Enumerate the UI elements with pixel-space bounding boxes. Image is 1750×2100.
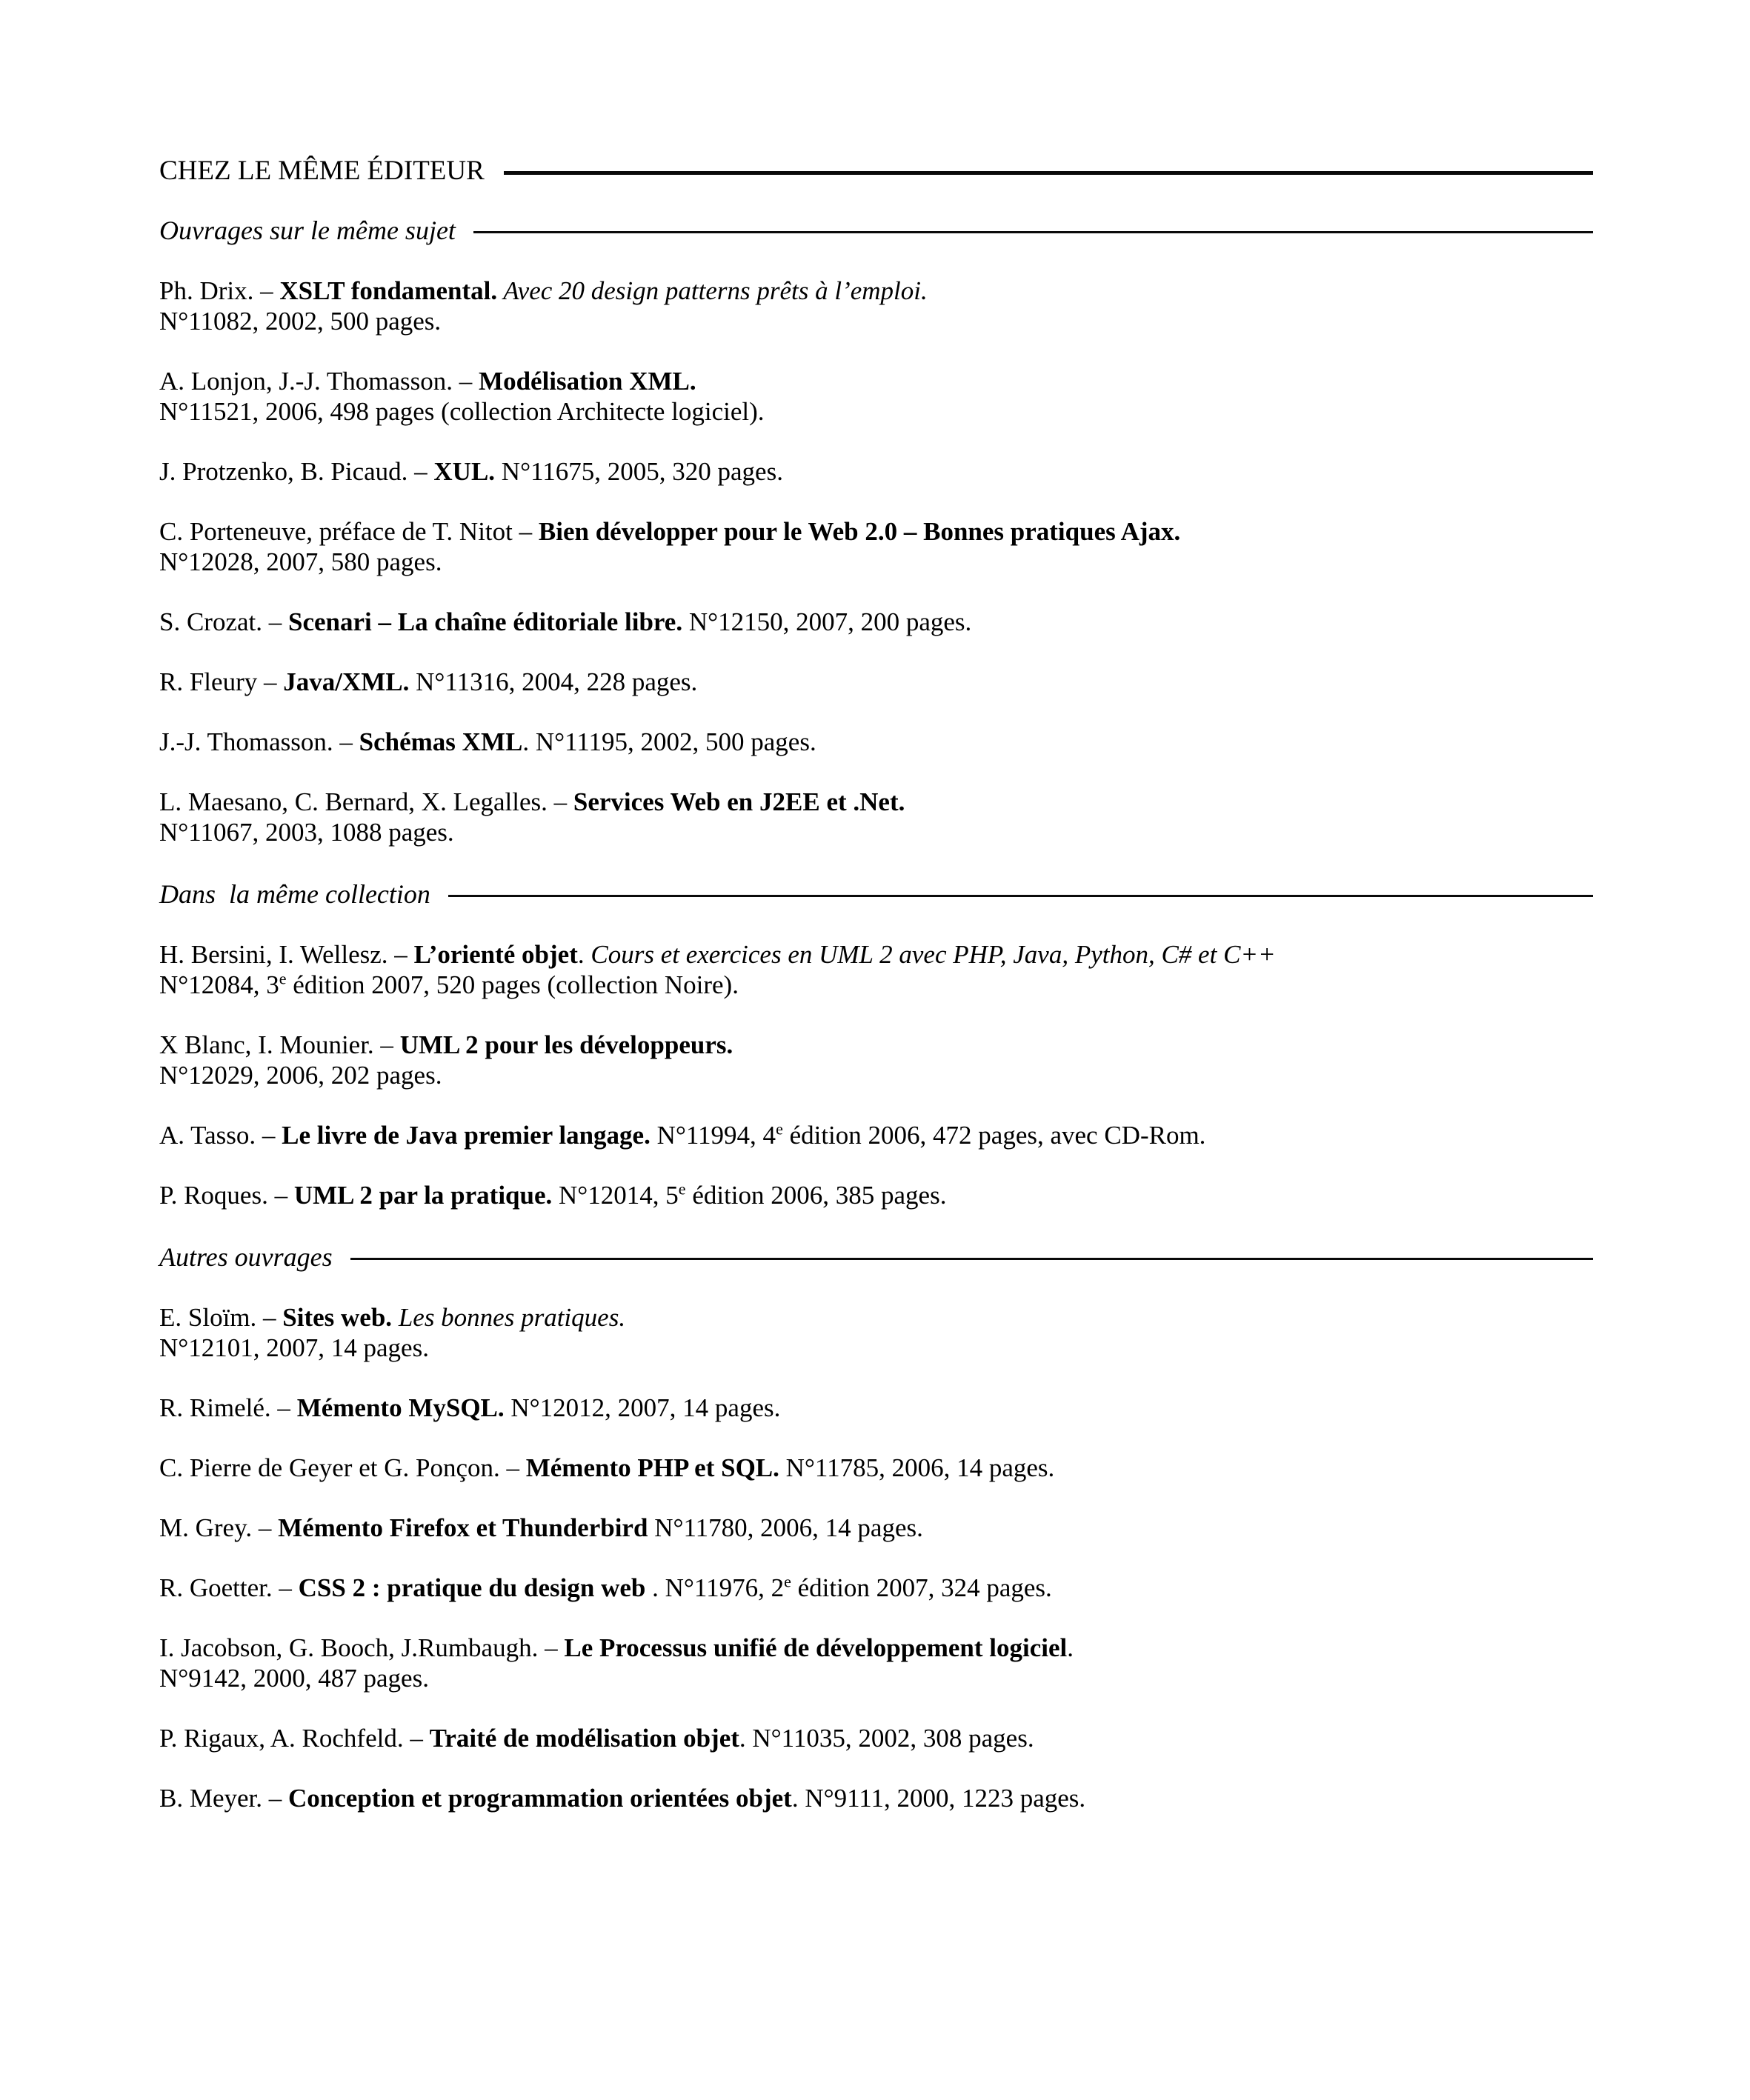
section-title-label: Ouvrages sur le même sujet [159, 216, 456, 245]
text-run: N°11316, 2004, 228 pages. [409, 667, 698, 696]
text-run: N°12150, 2007, 200 pages. [682, 607, 972, 636]
text-run: . N°11976, 2 [645, 1573, 785, 1602]
entry-line [159, 366, 1593, 396]
text-run: UML 2 par la pratique. [293, 1181, 553, 1210]
text-run: R. Rimelé. – [159, 1393, 297, 1422]
text-run: N°11780, 2006, 14 pages. [648, 1513, 923, 1542]
entry-line [159, 1333, 1593, 1363]
text-run: Bien développer pour le Web 2.0 – Bonnes pratiques Ajax. [538, 517, 1181, 546]
header-rule [504, 171, 1593, 175]
entry-line [159, 667, 1593, 697]
text-run: J.-J. Thomasson. – [159, 727, 359, 756]
entry-line [159, 1663, 1593, 1693]
book-entry [159, 1573, 1593, 1603]
text-run: XSLT fondamental. [279, 276, 498, 305]
text-run: e [678, 1179, 686, 1199]
entry-line [159, 456, 1593, 487]
text-run: C. Pierre de Geyer et G. Ponçon. – [159, 1453, 526, 1482]
book-entry [159, 1393, 1593, 1423]
entry-line [159, 1723, 1593, 1753]
entry-line [159, 1453, 1593, 1483]
section-title-label: Dans la même collection [159, 879, 430, 909]
book-entry [159, 456, 1593, 487]
entry-line [159, 1573, 1593, 1603]
text-run: Sites web. [282, 1303, 393, 1332]
text-run: e [776, 1119, 783, 1139]
text-run: N°12029, 2006, 202 pages. [159, 1061, 442, 1090]
text-run: Ph. Drix. – [159, 276, 280, 305]
sections-container [159, 213, 1593, 1813]
text-run: N°12012, 2007, 14 pages. [504, 1393, 781, 1422]
text-run: Cours et exercices en UML 2 avec PHP, Java, Python, C# et C++ [590, 940, 1276, 969]
book-entry [159, 1633, 1593, 1693]
text-run: édition 2007, 520 pages (collection Noire). [286, 970, 739, 999]
book-entry [159, 1783, 1593, 1813]
text-run: P. Roques. – [159, 1181, 294, 1210]
entry-line [159, 306, 1593, 336]
book-entry [159, 276, 1593, 336]
entry-line [159, 276, 1593, 306]
text-run: e [784, 1572, 791, 1591]
entry-line [159, 1060, 1593, 1090]
text-run: A. Lonjon, J.-J. Thomasson. – [159, 367, 479, 396]
book-entry [159, 787, 1593, 847]
entry-line [159, 396, 1593, 427]
text-run: Mémento Firefox et Thunderbird [278, 1513, 648, 1542]
section-title [159, 213, 1593, 247]
text-run: N°11994, 4 [650, 1121, 776, 1150]
text-run: Mémento MySQL. [296, 1393, 505, 1422]
entry-line [159, 547, 1593, 577]
text-run: N°11082, 2002, 500 pages. [159, 307, 442, 336]
text-run: édition 2007, 324 pages. [791, 1573, 1052, 1602]
book-entry [159, 1302, 1593, 1363]
page-content [159, 154, 1593, 1843]
text-run: Traité de modélisation objet [429, 1724, 739, 1753]
text-run: H. Bersini, I. Wellesz. – [159, 940, 414, 969]
text-run: X Blanc, I. Mounier. – [159, 1030, 400, 1059]
text-run: e [279, 969, 287, 988]
book-entry [159, 516, 1593, 577]
page-title: CHEZ LE MÊME ÉDITEUR [159, 156, 485, 186]
entry-line [159, 1633, 1593, 1663]
text-run: CSS 2 : pratique du design web [298, 1573, 646, 1602]
entry-line [159, 1302, 1593, 1333]
text-run: N°12084, 3 [159, 970, 279, 999]
entry-line [159, 1030, 1593, 1060]
text-run: édition 2006, 472 pages, avec CD-Rom. [782, 1121, 1206, 1150]
text-run: Services Web en J2EE et .Net. [573, 787, 905, 816]
entry-line [159, 939, 1593, 970]
book-entry [159, 607, 1593, 637]
text-run: édition 2006, 385 pages. [685, 1181, 947, 1210]
book-entry [159, 667, 1593, 697]
entry-line [159, 970, 1593, 1000]
text-run: UML 2 pour les développeurs. [399, 1030, 733, 1059]
text-run: . N°11195, 2002, 500 pages. [522, 727, 816, 756]
text-run: Les bonnes pratiques. [392, 1303, 626, 1332]
text-run: E. Sloïm. – [159, 1303, 283, 1332]
text-run: XUL. [433, 457, 496, 486]
entry-line [159, 1393, 1593, 1423]
book-entry [159, 1120, 1593, 1150]
text-run: N°12101, 2007, 14 pages. [159, 1333, 429, 1362]
text-run: P. Rigaux, A. Rochfeld. – [159, 1724, 430, 1753]
text-run: N°12028, 2007, 580 pages. [159, 547, 442, 576]
book-entry [159, 366, 1593, 427]
text-run: M. Grey. – [159, 1513, 279, 1542]
entry-line [159, 1180, 1593, 1210]
text-run: A. Tasso. – [159, 1121, 282, 1150]
text-run: N°11675, 2005, 320 pages. [495, 457, 783, 486]
text-run: S. Crozat. – [159, 607, 289, 636]
entry-line [159, 607, 1593, 637]
text-run: N°9142, 2000, 487 pages. [159, 1664, 429, 1693]
text-run: N°11067, 2003, 1088 pages. [159, 818, 454, 847]
text-run: I. Jacobson, G. Booch, J.Rumbaugh. – [159, 1633, 565, 1662]
entry-line [159, 1120, 1593, 1150]
text-run: Le livre de Java premier langage. [282, 1121, 651, 1150]
book-entry [159, 1180, 1593, 1210]
entry-line [159, 1513, 1593, 1543]
text-run: L’orienté objet [413, 940, 578, 969]
book-entry [159, 1030, 1593, 1090]
text-run: . N°11035, 2002, 308 pages. [739, 1724, 1034, 1753]
text-run: Conception et programmation orientées objet [288, 1784, 792, 1813]
text-run: . [577, 940, 591, 969]
text-run: N°11785, 2006, 14 pages. [779, 1453, 1055, 1482]
section-rule [350, 1258, 1593, 1260]
text-run: L. Maesano, C. Bernard, X. Legalles. – [159, 787, 573, 816]
text-run: C. Porteneuve, préface de T. Nitot – [159, 517, 539, 546]
text-run: N°12014, 5 [552, 1181, 679, 1210]
section-rule [448, 895, 1593, 897]
text-run: Java/XML. [283, 667, 410, 696]
text-run: Modélisation XML. [479, 367, 696, 396]
entry-line [159, 1783, 1593, 1813]
text-run: Scenari – La chaîne éditoriale libre. [288, 607, 683, 636]
text-run: B. Meyer. – [159, 1784, 289, 1813]
text-run: N°11521, 2006, 498 pages (collection Architecte logiciel). [159, 397, 765, 426]
book-entry [159, 1723, 1593, 1753]
section-rule [473, 231, 1593, 233]
section-title [159, 877, 1593, 911]
text-run: R. Fleury – [159, 667, 284, 696]
text-run: J. Protzenko, B. Picaud. – [159, 457, 434, 486]
text-run: Le Processus unifié de développement logiciel [564, 1633, 1068, 1662]
book-entry [159, 727, 1593, 757]
text-run: R. Goetter. – [159, 1573, 299, 1602]
book-entry [159, 1453, 1593, 1483]
text-run: . [1067, 1633, 1074, 1662]
entry-line [159, 516, 1593, 547]
section-title [159, 1240, 1593, 1274]
text-run: Schémas XML [359, 727, 523, 756]
book-entry [159, 1513, 1593, 1543]
text-run: . N°9111, 2000, 1223 pages. [791, 1784, 1086, 1813]
page-header [159, 154, 1593, 188]
entry-line [159, 787, 1593, 817]
section-title-label: Autres ouvrages [159, 1242, 333, 1272]
text-run: Mémento PHP et SQL. [525, 1453, 779, 1482]
entry-line [159, 817, 1593, 847]
book-entry [159, 939, 1593, 1000]
text-run: Avec 20 design patterns prêts à l’emploi. [497, 276, 928, 305]
entry-line [159, 727, 1593, 757]
